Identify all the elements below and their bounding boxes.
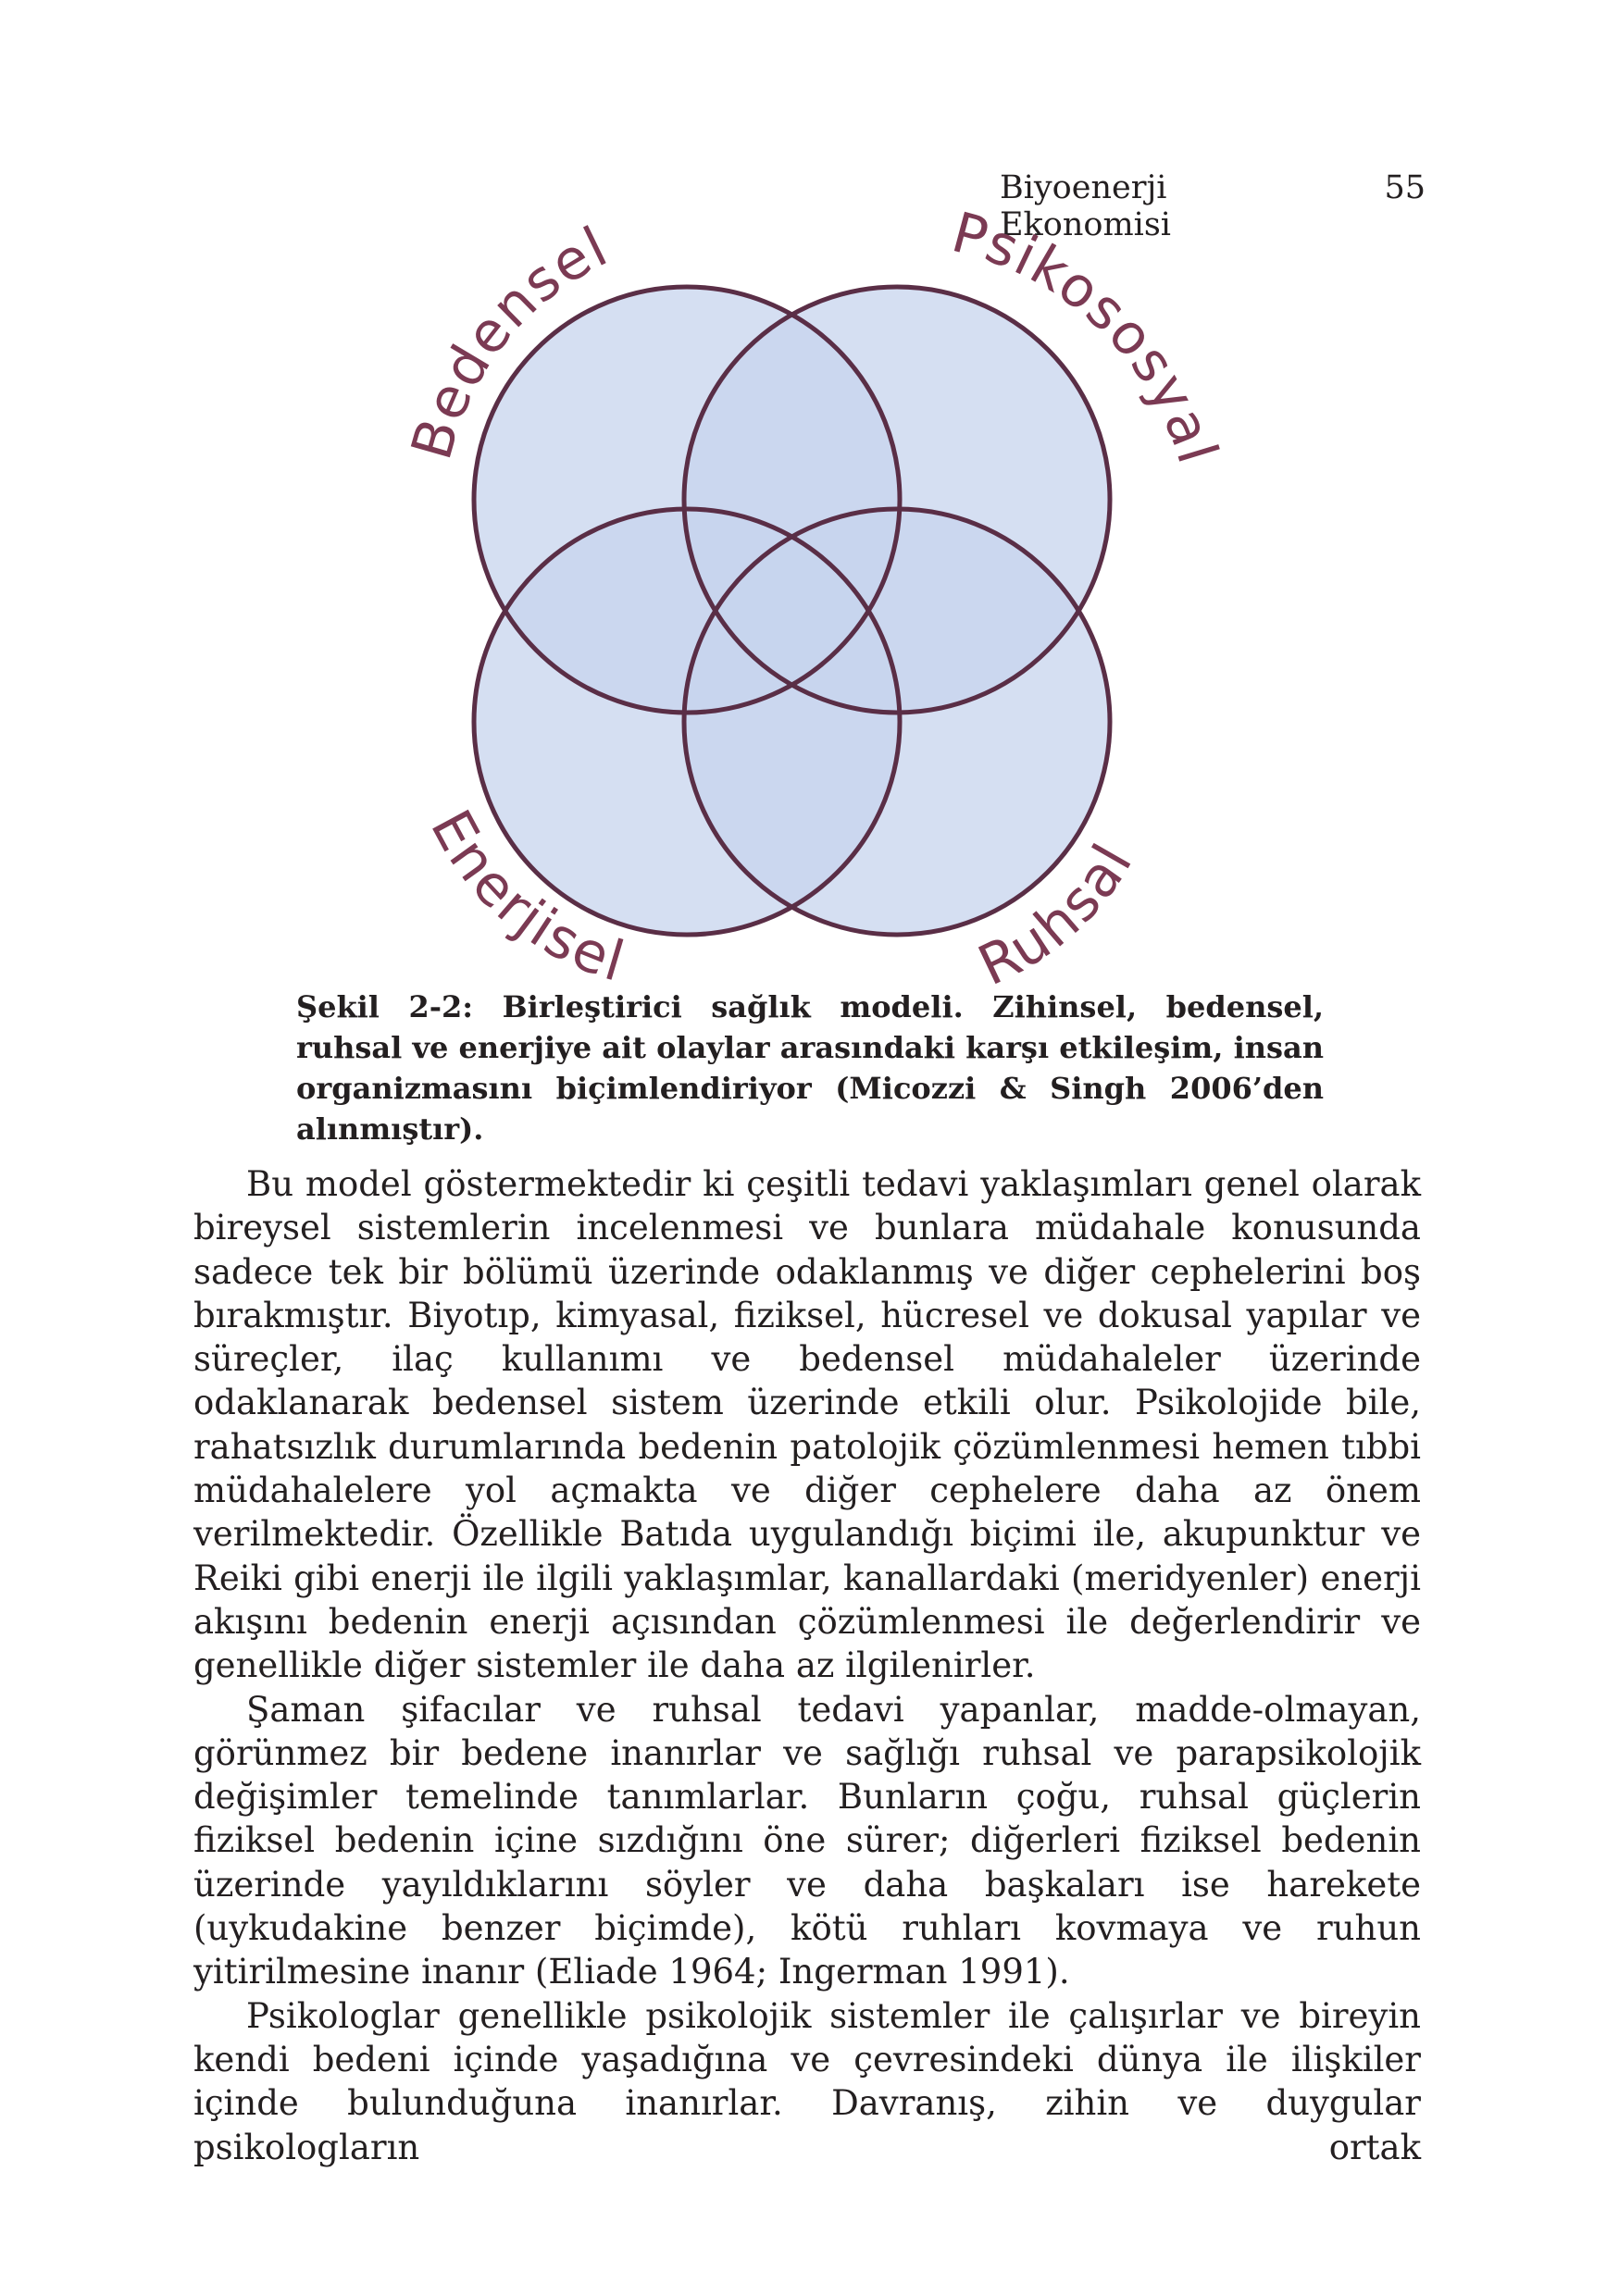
label-bedensel: Bedensel [399, 214, 619, 466]
venn-diagram [0, 0, 1619, 1018]
label-psikososyal: Psikososyal [945, 200, 1231, 473]
label-enerjisel: Enerjisel [417, 800, 633, 996]
paragraph: Psikologlar genellikle psikolojik sistemler ile çalışırlar ve bireyin kendi bedeni içinde yaşadığına ve çevresindeki dünya ile ilişkiler içinde bulunduğuna inanırlar. Davranış, zihin ve duygular psikologların ortak [193, 1995, 1421, 2167]
circle-fills [474, 287, 1110, 935]
body-text [193, 1162, 1421, 2169]
paragraph: Bu model göstermektedir ki çeşitli tedavi yaklaşımları genel olarak bireysel sistemlerin incelenmesi ve bunlara müdahale konusunda sadece tek bir bölümü üzerinde odaklanmış ve diğer cephelerini boş bırakmıştır. Biyotıp, kimyasal, fiziksel, hücresel ve dokusal yapılar ve süreçler, ilaç kullanımı ve bedensel müdahaleler üzerinde odaklanarak bedensel sistem üzerinde etkili olur. Psikolojide bile, rahatsızlık durumlarında bedenin patolojik çözümlenmesi hemen tıbbi müdahalelere yol açmakta ve diğer cephelere daha az önem verilmektedir. Özellikle Batıda uygulandığı biçimi ile, akupunktur ve Reiki gibi enerji ile ilgili yaklaşımlar, kanallardaki (meridyenler) enerji akışını bedenin enerji açısından çözümlenmesi ile değerlendirir ve genellikle diğer sistemler ile daha az ilgilenirler. [193, 1164, 1421, 1686]
label-ruhsal: Ruhsal [968, 832, 1147, 999]
page-number: 55 [1384, 169, 1426, 206]
figure-caption: Şekil 2-2: Birleştirici sağlık modeli. Zihinsel, bedensel, ruhsal ve enerjiye ait olaylar arasındaki karşı etkileşim, insan organizmasını biçimlendiriyor (Micozzi & Singh 2006’den alınmıştır). [296, 989, 1324, 1147]
paragraph: Şaman şifacılar ve ruhsal tedavi yapanlar, madde-olmayan, görünmez bir bedene inanırlar ve sağlığı ruhsal ve parapsikolojik değişimler temelinde tanımlarlar. Bunların çoğu, ruhsal güçlerin fiziksel bedenin içine sızdığını öne sürer; diğerleri fiziksel bedenin üzerinde yayıldıklarını söyler ve daha başkaları ise harekete (uykudakine benzer biçimde), kötü ruhları kovmaya ve ruhun yitirilmesine inanır (Eliade 1964; Ingerman 1991). [193, 1689, 1421, 1992]
running-title: Biyoenerji Ekonomisi [1000, 169, 1171, 243]
